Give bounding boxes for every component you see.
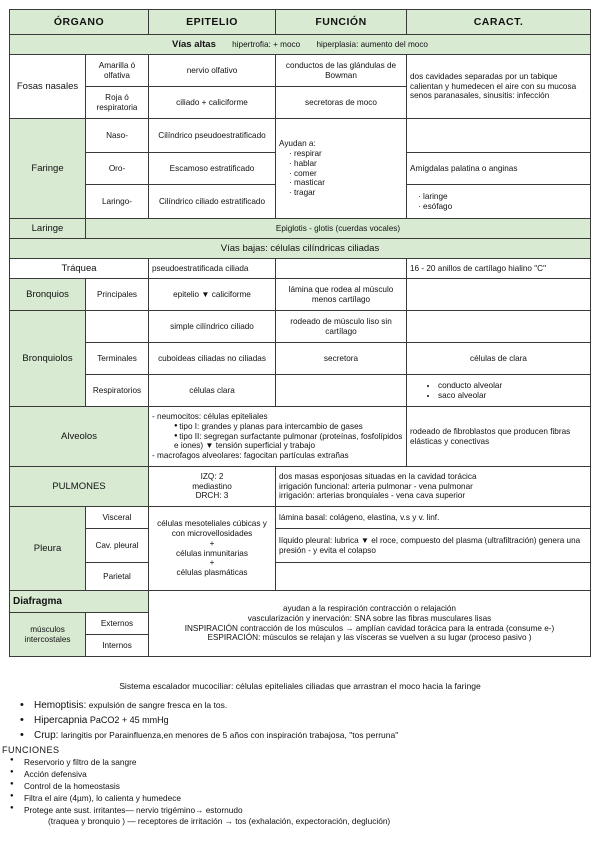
diafragma-line-2: vascularización y inervación: SNA sobre las fibras musculares lisas xyxy=(247,613,492,623)
note-term: Hipercapnia xyxy=(34,715,88,726)
fosas-organo: Fosas nasales xyxy=(10,55,86,119)
hiperplasia: hiperplasia: aumento del moco xyxy=(316,39,428,49)
diafragma-line-3: INSPIRACIÓN contracción de los músculos → amplían cavidad torácica para la entrada (consume e-) xyxy=(184,623,555,633)
faringe-laringo-epitelio: Cilíndrico ciliado estratificado xyxy=(149,185,276,219)
fosas-roja-epitelio: ciliado + caliciforme xyxy=(149,87,276,119)
faringe-organo: Faringe xyxy=(10,119,86,219)
note-hemoptisis xyxy=(14,700,594,711)
header-caract: CARACT. xyxy=(407,10,591,35)
fosas-caract-2: senos paranasales, sinusitis: infección xyxy=(410,91,550,101)
list-item: · masticar xyxy=(289,178,403,188)
pulmones-desc-2: irrigación funcional: arteria pulmonar - vena pulmonar xyxy=(279,481,473,491)
faringe-funcion-list xyxy=(279,149,403,198)
bronquiolos-funcion: rodeado de músculo liso sin cartílago xyxy=(276,311,407,343)
pulmones-organo: PULMONES xyxy=(10,467,149,507)
alveolos-organo: Alveolos xyxy=(10,407,149,467)
pulmones-row xyxy=(10,467,591,507)
alveolos-row xyxy=(10,407,591,467)
faringe-funcion xyxy=(276,119,407,219)
list-item: · respirar xyxy=(289,149,403,159)
alveolos-desc xyxy=(149,407,407,467)
list-item: · laringe xyxy=(418,192,587,202)
note-desc: laringitis por Parainfluenza,en menores de 5 años con inspiración trabajosa, "tos perruna" xyxy=(60,730,399,740)
fosas-caract-1: dos cavidades separadas por un tabique calientan y humedecen el aire con su mucosa xyxy=(410,71,577,91)
note-term: Hemoptisis: xyxy=(34,700,87,711)
pleura-organo: Pleura xyxy=(10,507,86,591)
vias-altas-title: Vías altas xyxy=(172,38,216,50)
funciones-title: FUNCIONES xyxy=(2,745,60,755)
list-item: · tragar xyxy=(289,188,403,198)
pleura-cav: Cav. pleural xyxy=(86,529,149,563)
bronquios-funcion: lámina que rodea al músculo menos cartílago xyxy=(276,279,407,311)
traquea-epitelio: pseudoestratificada ciliada xyxy=(149,259,276,279)
pulmones-desc xyxy=(276,467,591,507)
laringe-desc: Epiglotis - glotis (cuerdas vocales) xyxy=(86,219,591,239)
musculos-externos: Externos xyxy=(86,613,149,635)
header-epitelio: EPITELIO xyxy=(149,10,276,35)
list-item: ● Protege ante sust. irritantes— nervio trigémino→ estornudo xyxy=(14,805,594,815)
list-item: - neumocitos: células epiteliales xyxy=(152,412,403,422)
diafragma-row xyxy=(10,591,591,613)
pleura-liquido: líquido pleural: lubrica ▼ el roce, compuesto del plasma (ultrafiltración) genera una presión - y evita el colapso xyxy=(276,529,591,563)
diafragma-line-1: ayudan a la respiración contracción o relajación xyxy=(283,603,456,613)
faringe-laringo: Laringo- xyxy=(86,185,149,219)
pleura-cel-2: células inmunitarias xyxy=(176,548,248,558)
bronquiolos-epitelio: simple cilíndrico ciliado xyxy=(149,311,276,343)
table-header xyxy=(10,10,591,35)
respiratorios-caract xyxy=(407,375,591,407)
respiratory-table xyxy=(9,9,591,657)
pulmones-desc-3: irrigación: arterias bronquiales - vena cava superior xyxy=(279,491,466,501)
bronquiolos-row-terminales xyxy=(10,343,591,375)
note-crup xyxy=(14,730,594,741)
faringe-oro: Oro- xyxy=(86,153,149,185)
pulmones-mediastino: mediastino xyxy=(192,481,232,491)
faringe-naso-epitelio: Cilíndrico pseudoestratificado xyxy=(149,119,276,153)
musculos-internos: Internos xyxy=(86,635,149,657)
pleura-plus-2: + xyxy=(209,558,215,568)
pleura-lamina: lámina basal: colágeno, elastina, v.s y v. linf. xyxy=(276,507,591,529)
note-desc: PaCO2 + 45 mmHg xyxy=(89,715,169,725)
list-item: - macrofagos alveolares: fagocitan partículas extrañas xyxy=(152,451,403,461)
pleura-row-visceral xyxy=(10,507,591,529)
list-item: • conducto alveolar xyxy=(438,381,587,391)
diafragma-line-4: ESPIRACIÓN: músculos se relajan y las vísceras se vuelven a su lugar (proceso pasivo ) xyxy=(207,633,532,643)
list-item: ● tipo I: grandes y planas para intercambio de gases xyxy=(152,422,403,432)
pulmones-drch: DRCH: 3 xyxy=(195,491,229,501)
traquea-row xyxy=(10,259,591,279)
fosas-amarilla: Amarilla ó olfativa xyxy=(86,55,149,87)
faringe-row-naso xyxy=(10,119,591,153)
pleura-visceral: Visceral xyxy=(86,507,149,529)
terminales-funcion: secretora xyxy=(276,343,407,375)
fosas-caract xyxy=(407,55,591,119)
note-term: Crup: xyxy=(34,730,59,741)
vias-altas-row xyxy=(10,35,591,55)
pleura-plus-1: + xyxy=(209,538,215,548)
pleura-row-cav xyxy=(10,529,591,563)
faringe-oro-epitelio: Escamoso estratificado xyxy=(149,153,276,185)
note-desc: expulsión de sangre fresca en la tos. xyxy=(88,700,228,710)
musculos-intercostales: músculos intercostales xyxy=(10,613,86,657)
vias-bajas-title: Vías bajas: células cilíndricas ciliadas xyxy=(10,239,591,259)
pleura-celulas xyxy=(149,507,276,591)
fosas-roja-funcion: secretoras de moco xyxy=(276,87,407,119)
bronquiolos-row-general xyxy=(10,311,591,343)
header-funcion: FUNCIÓN xyxy=(276,10,407,35)
header-organo: ÓRGANO xyxy=(10,10,149,35)
laringe-row xyxy=(10,219,591,239)
diafragma-organo: Diafragma xyxy=(10,591,149,613)
fosas-row-1 xyxy=(10,55,591,87)
traquea-caract: 16 - 20 anillos de cartílago hialino "C" xyxy=(407,259,591,279)
funciones-extra: (traquea y bronquio ) — receptores de irritación → tos (exhalación, expectoración, deglución) xyxy=(48,816,391,826)
pleura-parietal: Parietal xyxy=(86,563,149,591)
faringe-funcion-title: Ayudan a: xyxy=(279,138,316,148)
bronquiolos-respiratorios: Respiratorios xyxy=(86,375,149,407)
alveolos-caract: rodeado de fibroblastos que producen fibras elásticas y conectivas xyxy=(407,407,591,467)
faringe-oro-caract: Amígdalas palatina o anginas xyxy=(407,153,591,185)
list-item: • saco alveolar xyxy=(438,391,587,401)
pleura-cel-3: células plasmáticas xyxy=(176,568,248,578)
note-hipercapnia xyxy=(14,715,594,726)
fosas-amarilla-funcion: conductos de las glándulas de Bowman xyxy=(276,55,407,87)
list-item: ● Control de la homeostasis xyxy=(14,781,594,791)
pulmones-lobulos xyxy=(149,467,276,507)
respiratorios-epitelio: células clara xyxy=(149,375,276,407)
list-item: · esófago xyxy=(418,202,587,212)
list-item: ● Reservorio y filtro de la sangre xyxy=(14,757,594,767)
bronquios-row xyxy=(10,279,591,311)
traquea-organo: Tráquea xyxy=(10,259,149,279)
list-item: ● Filtra el aire (4µm), lo calienta y humedece xyxy=(14,793,594,803)
bronquios-organo: Bronquios xyxy=(10,279,86,311)
terminales-epitelio: cuboideas ciliadas no ciliadas xyxy=(149,343,276,375)
bronquiolos-organo: Bronquiolos xyxy=(10,311,86,407)
bronquios-sub: Principales xyxy=(86,279,149,311)
diafragma-desc xyxy=(149,591,591,657)
list-item: · hablar xyxy=(289,159,403,169)
pleura-row-parietal xyxy=(10,563,591,591)
laringe-organo: Laringe xyxy=(10,219,86,239)
faringe-laringo-caract xyxy=(407,185,591,219)
pulmones-desc-1: dos masas esponjosas situadas en la cavidad torácica xyxy=(279,471,477,481)
notes-section xyxy=(2,700,594,826)
list-item: · comer xyxy=(289,169,403,179)
vias-bajas-row xyxy=(10,239,591,259)
footnote: Sistema escalador mucociliar: células epiteliales ciliadas que arrastran el moco hacia la faringe xyxy=(119,681,481,691)
bronquiolos-row-respiratorios xyxy=(10,375,591,407)
fosas-amarilla-epitelio: nervio olfativo xyxy=(149,55,276,87)
fosas-roja: Roja ó respiratoria xyxy=(86,87,149,119)
list-item: ● tipo II: segregan surfactante pulmonar (proteínas, fosfolípidos e iones) ▼ tensión superficial y trabajo xyxy=(152,432,403,452)
pulmones-izq: IZQ: 2 xyxy=(200,471,224,481)
bronquiolos-terminales: Terminales xyxy=(86,343,149,375)
hipertrofia: hipertrofia: + moco xyxy=(232,39,301,49)
pleura-cel-1: células mesoteliales cúbicas y con microvellosidades xyxy=(157,518,267,538)
bronquios-epitelio: epitelio ▼ caliciforme xyxy=(149,279,276,311)
faringe-naso: Naso- xyxy=(86,119,149,153)
list-item: ● Acción defensiva xyxy=(14,769,594,779)
terminales-caract: células de clara xyxy=(407,343,591,375)
